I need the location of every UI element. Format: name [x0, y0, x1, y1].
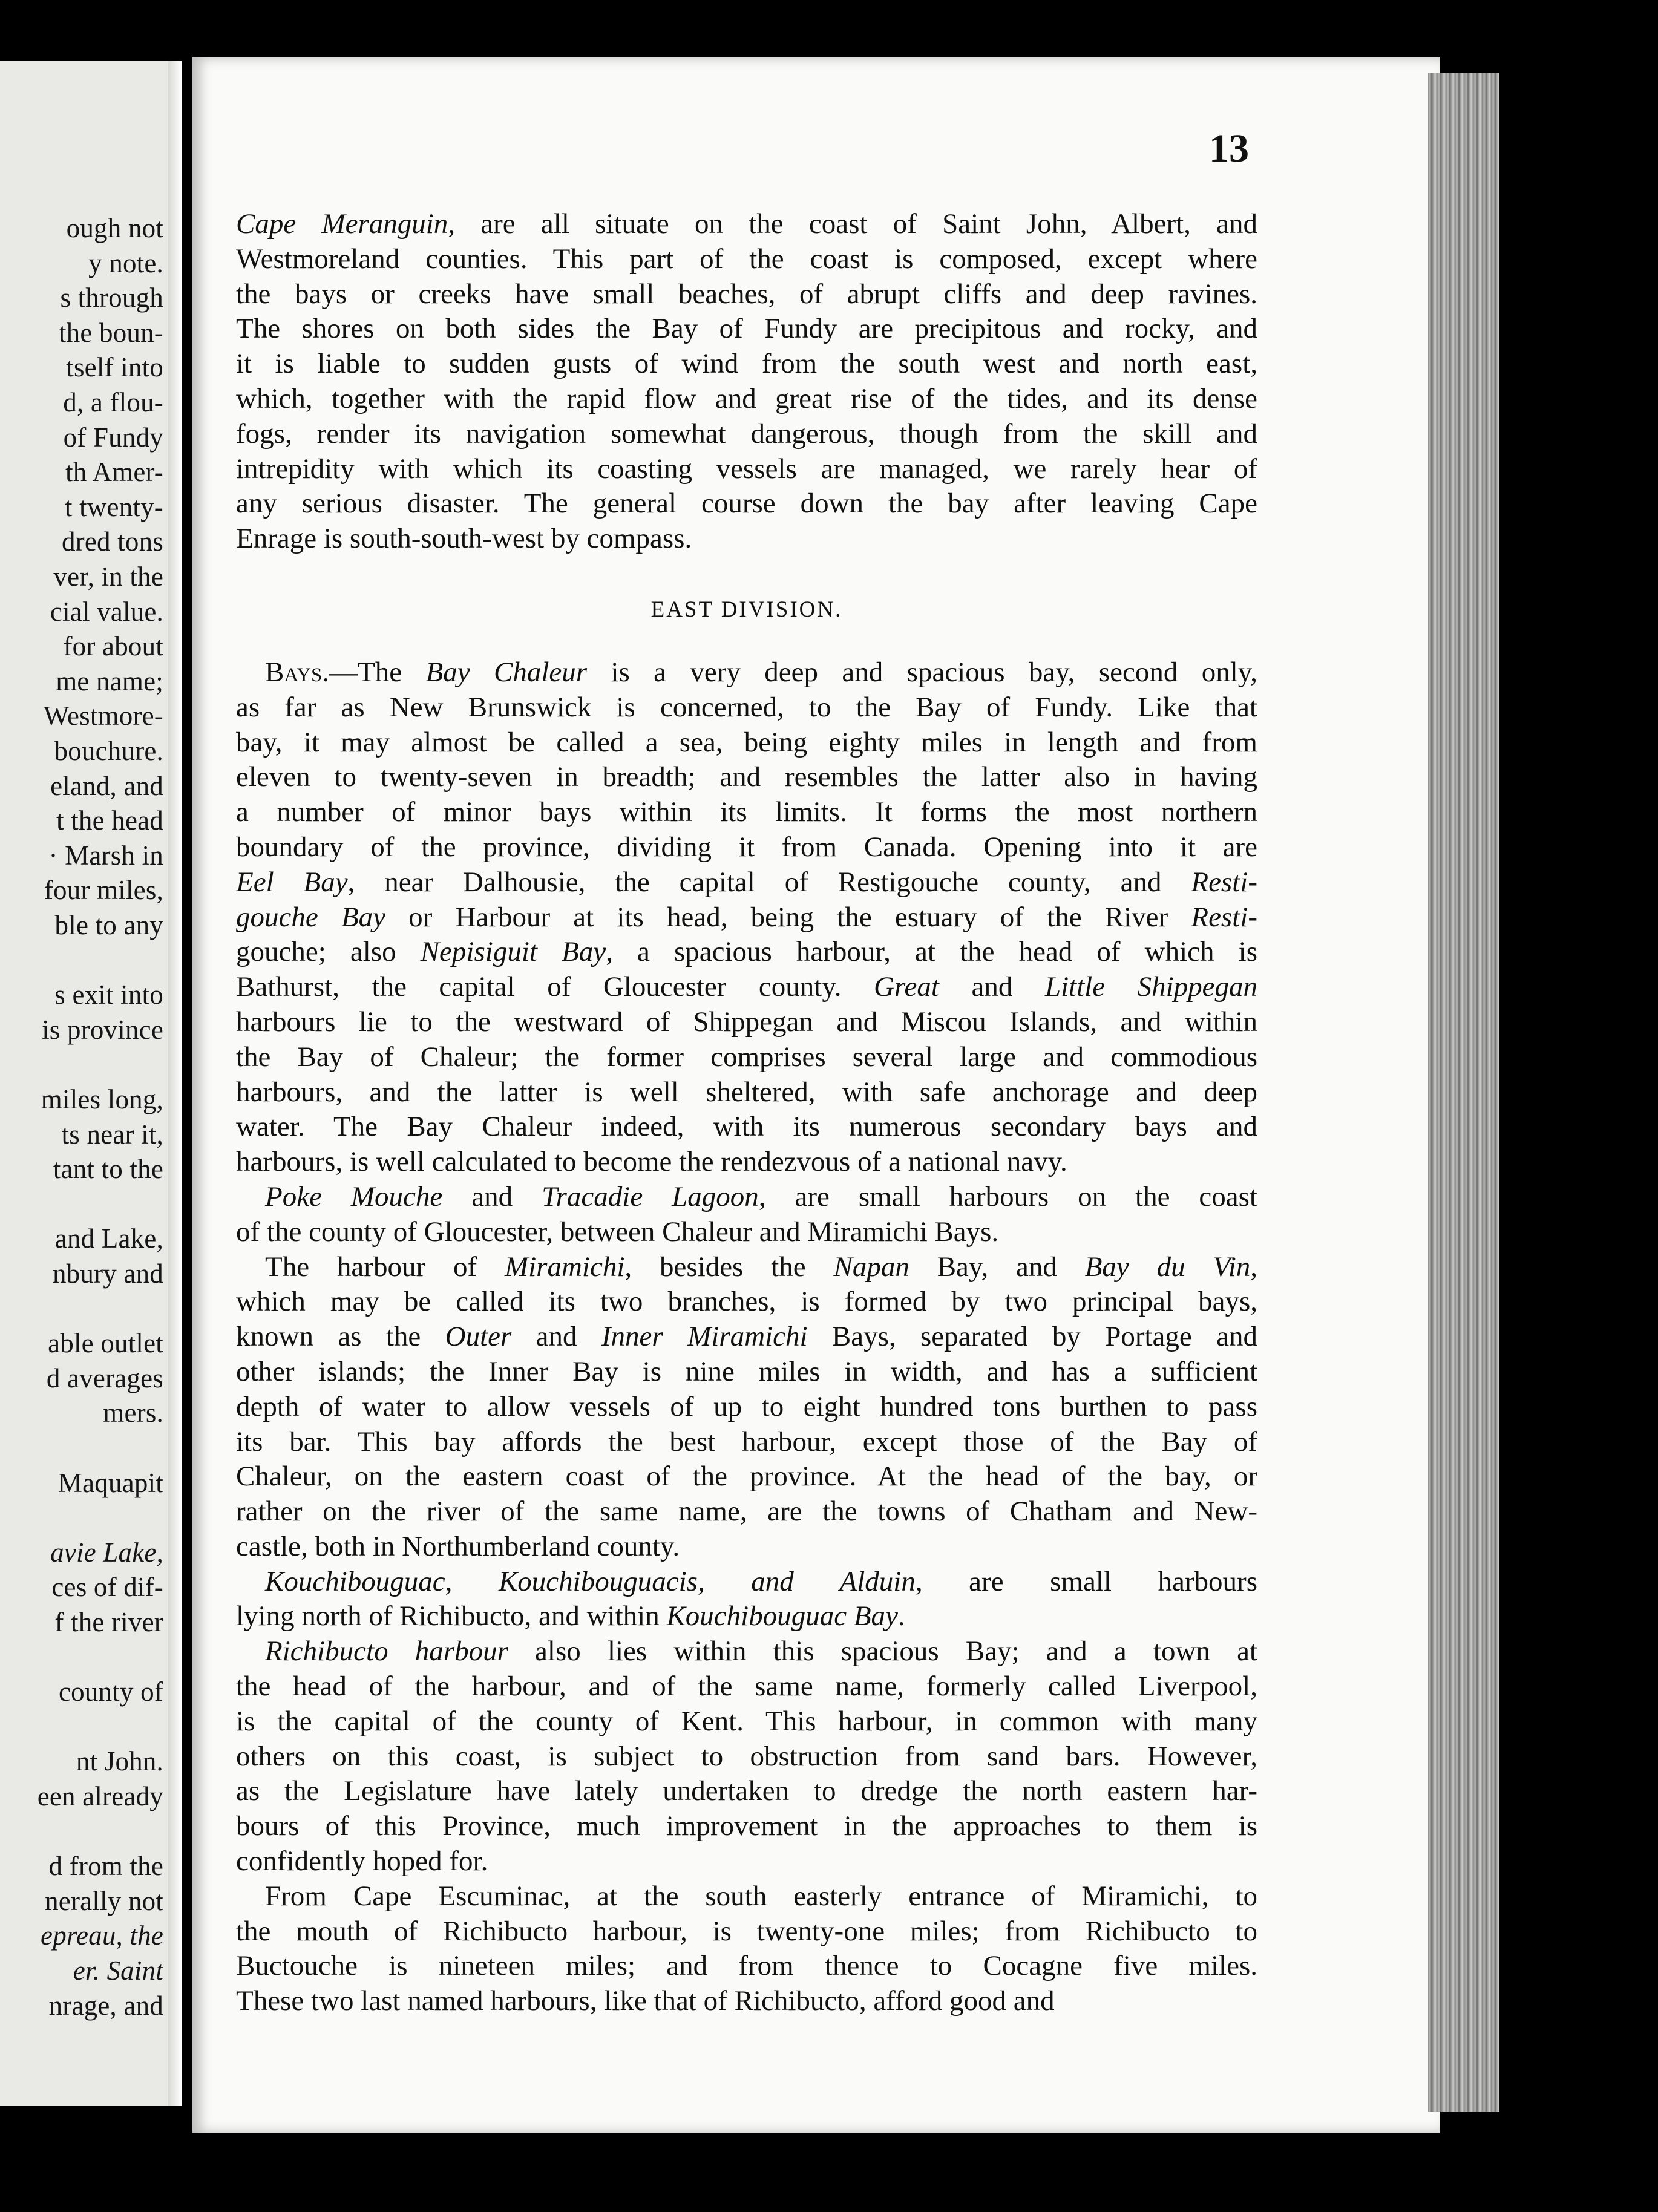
left-page-line: county of: [58, 1677, 163, 1707]
text-line: These two last named harbours, like that of Richibucto, afford good and: [236, 1985, 1055, 2017]
left-page-line: mers.: [103, 1398, 163, 1428]
text-line: Cape Meranguin, are all situate on the coast of Saint John, Albert, and: [236, 208, 1257, 240]
left-page-line: tself into: [66, 352, 163, 383]
text-line: the mouth of Richibucto harbour, is twenty-one miles; from Richibucto to: [236, 1915, 1257, 1947]
left-page-line: f the river: [54, 1607, 163, 1637]
text-line: The shores on both sides the Bay of Fundy are precipitous and rocky, and: [236, 313, 1257, 345]
left-page-line: nt John.: [76, 1746, 163, 1777]
left-page-line: eland, and: [50, 770, 163, 801]
text-line: any serious disaster. The general course down the bay after leaving Cape: [236, 488, 1257, 520]
left-page-line: for about: [63, 631, 163, 662]
text-line: the head of the harbour, and of the same name, formerly called Liverpool,: [236, 1670, 1257, 1703]
text-line: Enrage is south-south-west by compass.: [236, 523, 692, 555]
text-line: eleven to twenty-seven in breadth; and resembles the latter also in having: [236, 761, 1257, 793]
text-line: bay, it may almost be called a sea, being eighty miles in length and from: [236, 726, 1257, 758]
left-page-line: and Lake,: [54, 1223, 163, 1254]
text-line: known as the Outer and Inner Miramichi Bays, separated by Portage and: [236, 1321, 1257, 1353]
text-line: The harbour of Miramichi, besides the Napan Bay, and Bay du Vin,: [265, 1251, 1257, 1283]
text-line: is the capital of the county of Kent. This harbour, in common with many: [236, 1705, 1257, 1737]
left-page-line: een already: [37, 1781, 163, 1811]
left-page-line: tant to the: [53, 1154, 163, 1185]
left-page-line: able outlet: [48, 1328, 163, 1359]
paragraph-escuminac: [236, 1879, 1257, 2019]
left-page-line: Maquapit: [57, 1467, 163, 1498]
left-page-line: miles long,: [41, 1084, 163, 1114]
left-page-line: th Amer-: [65, 457, 163, 488]
left-page-line: nerally not: [45, 1885, 163, 1916]
left-page-line: cial value.: [50, 596, 163, 627]
left-page-line: Westmore-: [43, 701, 163, 731]
left-page-line: ough not: [66, 213, 163, 243]
text-line: harbours, is well calculated to become the rendezvous of a national navy.: [236, 1146, 1067, 1178]
text-line: harbours, and the latter is well sheltered, with safe anchorage and deep: [236, 1076, 1257, 1108]
text-line: fogs, render its navigation somewhat dangerous, though from the skill and: [236, 417, 1257, 450]
left-page-line: me name;: [56, 666, 163, 696]
text-line: as far as New Brunswick is concerned, to the Bay of Fundy. Like that: [236, 691, 1257, 723]
text-line: water. The Bay Chaleur indeed, with its numerous secondary bays and: [236, 1111, 1257, 1143]
text-line: of the county of Gloucester, between Chaleur and Miramichi Bays.: [236, 1216, 999, 1248]
left-page-line: d from the: [48, 1851, 163, 1882]
left-page-line: four miles,: [44, 875, 163, 906]
text-line: bours of this Province, much improvement in the approaches to them is: [236, 1810, 1257, 1842]
left-page-line: is province: [42, 1014, 163, 1045]
left-page-line: er. Saint: [73, 1955, 163, 1986]
left-page-line: ver, in the: [53, 561, 163, 592]
left-page-fragment: [0, 61, 182, 2106]
text-line: Chaleur, on the eastern coast of the province. At the head of the bay, or: [236, 1461, 1257, 1493]
left-page-line: t twenty-: [64, 491, 163, 522]
left-page-line: ts near it,: [61, 1119, 163, 1150]
text-line: the Bay of Chaleur; the former comprises several large and commodious: [236, 1041, 1257, 1073]
text-line: Eel Bay, near Dalhousie, the capital of Restigouche county, and Resti-: [236, 866, 1257, 898]
page-body: [236, 207, 1257, 2019]
text-line: gouche; also Nepisiguit Bay, a spacious harbour, at the head of which is: [236, 936, 1257, 968]
left-page-line: nbury and: [52, 1258, 163, 1289]
left-page-gutter: [168, 61, 182, 2106]
text-line: intrepidity with which its coasting vessels are managed, we rarely hear of: [236, 453, 1257, 485]
left-page-line: d, a flou-: [63, 387, 163, 417]
left-page-line: ble to any: [54, 910, 163, 940]
left-page-line: s through: [60, 283, 163, 313]
text-line: depth of water to allow vessels of up to eight hundred tons burthen to pass: [236, 1390, 1257, 1422]
text-line: lying north of Richibucto, and within Kouchibouguac Bay.: [236, 1600, 905, 1632]
text-line: others on this coast, is subject to obstruction from sand bars. However,: [236, 1740, 1257, 1772]
left-page-line: of Fundy: [63, 422, 163, 453]
text-line: boundary of the province, dividing it from Canada. Opening into it are: [236, 831, 1257, 863]
paragraph-kouchibouguac: [236, 1565, 1257, 1635]
left-page-line: the boun-: [58, 317, 163, 348]
section-heading: EAST DIVISION.: [650, 597, 843, 622]
text-line: a number of minor bays within its limits. It forms the most northern: [236, 796, 1257, 828]
text-line: its bar. This bay affords the best harbour, except those of the Bay of: [236, 1425, 1257, 1458]
text-line: Westmoreland counties. This part of the coast is composed, except where: [236, 243, 1257, 275]
paragraph-poke-mouche: [236, 1180, 1257, 1250]
text-line: Bays.—The Bay Chaleur is a very deep and spacious bay, second only,: [265, 656, 1257, 688]
text-line: harbours lie to the westward of Shippegan and Miscou Islands, and within: [236, 1006, 1257, 1038]
text-line: which, together with the rapid flow and great rise of the tides, and its dense: [236, 382, 1257, 414]
text-line: other islands; the Inner Bay is nine miles in width, and has a sufficient: [236, 1355, 1257, 1387]
text-line: Bathurst, the capital of Gloucester county. Great and Little Shippegan: [236, 971, 1257, 1003]
left-page-line: bouchure.: [54, 736, 163, 766]
left-page-line: s exit into: [54, 980, 163, 1010]
left-page-line: epreau, the: [41, 1920, 163, 1951]
text-line: which may be called its two branches, is formed by two principal bays,: [236, 1286, 1257, 1318]
text-line: gouche Bay or Harbour at its head, being the estuary of the River Resti-: [236, 901, 1257, 933]
paragraph-richibucto: [236, 1634, 1257, 1879]
bays-label: Bays: [265, 656, 323, 688]
paragraph-bays: [236, 655, 1257, 1180]
text-line: rather on the river of the same name, are the towns of Chatham and New-: [236, 1496, 1257, 1528]
text-line: the bays or creeks have small beaches, of abrupt cliffs and deep ravines.: [236, 278, 1257, 310]
left-page-line: ces of dif-: [51, 1572, 163, 1603]
left-page-line: dred tons: [61, 526, 163, 557]
left-page-line: nrage, and: [48, 1990, 163, 2021]
text-line: Kouchibouguac, Kouchibouguacis, and Alduin, are small harbours: [265, 1565, 1257, 1597]
left-page-line: · Marsh in: [48, 840, 163, 871]
paragraph-cape-meranguin: [236, 207, 1257, 557]
page-edge-stack: [1428, 73, 1499, 2112]
left-page-line: y note.: [88, 247, 163, 278]
text-line: From Cape Escuminac, at the south easterly entrance of Miramichi, to: [265, 1880, 1257, 1912]
text-line: Poke Mouche and Tracadie Lagoon, are small harbours on the coast: [265, 1180, 1257, 1212]
text-line: Buctouche is nineteen miles; and from thence to Cocagne five miles.: [236, 1950, 1257, 1982]
text-line: castle, both in Northumberland county.: [236, 1530, 680, 1562]
text-line: as the Legislature have lately undertaken to dredge the north eastern har-: [236, 1775, 1257, 1807]
left-page-line: t the head: [56, 805, 163, 836]
paragraph-miramichi: [236, 1250, 1257, 1565]
left-page-line: avie Lake,: [50, 1537, 163, 1568]
left-page-line: d averages: [46, 1363, 163, 1393]
text-line: Richibucto harbour also lies within this spacious Bay; and a town at: [265, 1635, 1257, 1667]
text-line: confidently hoped for.: [236, 1845, 488, 1877]
page-number: 13: [1209, 126, 1249, 171]
text-line: it is liable to sudden gusts of wind from the south west and north east,: [236, 348, 1257, 380]
